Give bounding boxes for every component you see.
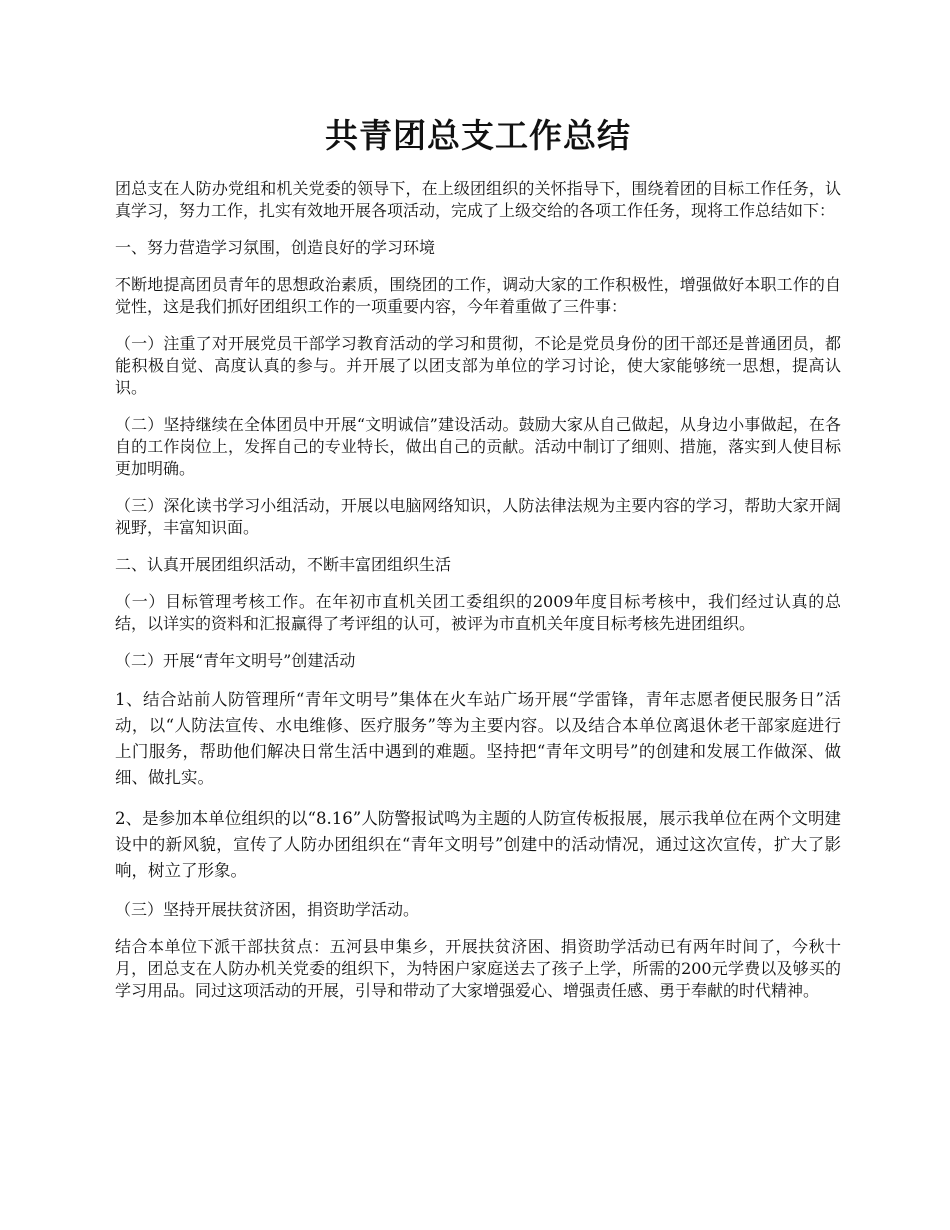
body-paragraph: 2、是参加本单位组织的以“8.16”人防警报试鸣为主题的人防宣传板报展，展示我单位在两个文明建设中的新风貌，宣传了人防办团组织在“青年文明号”创建中的活动情况，通过这次宣传，扩大了影响，树立了形象。 [115, 809, 841, 880]
intro-paragraph: 团总支在人防办党组和机关党委的领导下，在上级团组织的关怀指导下，围绕着团的目标工作任务，认真学习，努力工作，扎实有效地开展各项活动，完成了上级交给的各项工作任务，现将工作总结如下： [115, 179, 841, 220]
subsection-heading: （三）坚持开展扶贫济困，捐资助学活动。 [115, 900, 420, 919]
body-paragraph: （三）深化读书学习小组活动，开展以电脑网络知识，人防法律法规为主要内容的学习，帮助大家开阔视野，丰富知识面。 [115, 496, 841, 537]
body-paragraph: （一）目标管理考核工作。在年初市直机关团工委组织的2009年度目标考核中，我们经过认真的总结，以详实的资料和汇报赢得了考评组的认可，被评为市直机关年度目标考核先进团组织。 [115, 592, 841, 633]
subsection-heading: （二）开展“青年文明号”创建活动 [115, 651, 356, 670]
section-heading-2: 二、认真开展团组织活动，不断丰富团组织生活 [115, 555, 452, 574]
document-page [115, 108, 841, 1017]
section-heading-1: 一、努力营造学习氛围，创造良好的学习环境 [115, 238, 436, 257]
document-title: 共青团总支工作总结 [325, 116, 631, 155]
body-paragraph: （二）坚持继续在全体团员中开展“文明诚信”建设活动。鼓励大家从自己做起，从身边小事做起，在各自的工作岗位上，发挥自己的专业特长，做出自己的贡献。活动中制订了细则、措施，落实到人使目标更加明确。 [115, 415, 841, 478]
body-paragraph: （一）注重了对开展党员干部学习教育活动的学习和贯彻，不论是党员身份的团干部还是普通团员，都能积极自觉、高度认真的参与。并开展了以团支部为单位的学习讨论，使大家能够统一思想，提高认识。 [115, 334, 841, 397]
body-paragraph: 不断地提高团员青年的思想政治素质，围绕团的工作，调动大家的工作积极性，增强做好本职工作的自觉性，这是我们抓好团组织工作的一项重要内容，今年着重做了三件事： [115, 275, 841, 316]
body-paragraph: 1、结合站前人防管理所“青年文明号”集体在火车站广场开展“学雷锋，青年志愿者便民服务日”活动，以“人防法宣传、水电维修、医疗服务”等为主要内容。以及结合本单位离退休老干部家庭进行上门服务，帮助他们解决日常生活中遇到的难题。坚持把“青年文明号”的创建和发展工作做深、做细、做扎实。 [115, 690, 841, 787]
body-paragraph: 结合本单位下派干部扶贫点：五河县申集乡，开展扶贫济困、捐资助学活动已有两年时间了，今秋十月，团总支在人防办机关党委的组织下，为特困户家庭送去了孩子上学，所需的200元学费以及够买的学习用品。同过这项活动的开展，引导和带动了大家增强爱心、增强责任感、勇于奉献的时代精神。 [115, 937, 841, 1000]
